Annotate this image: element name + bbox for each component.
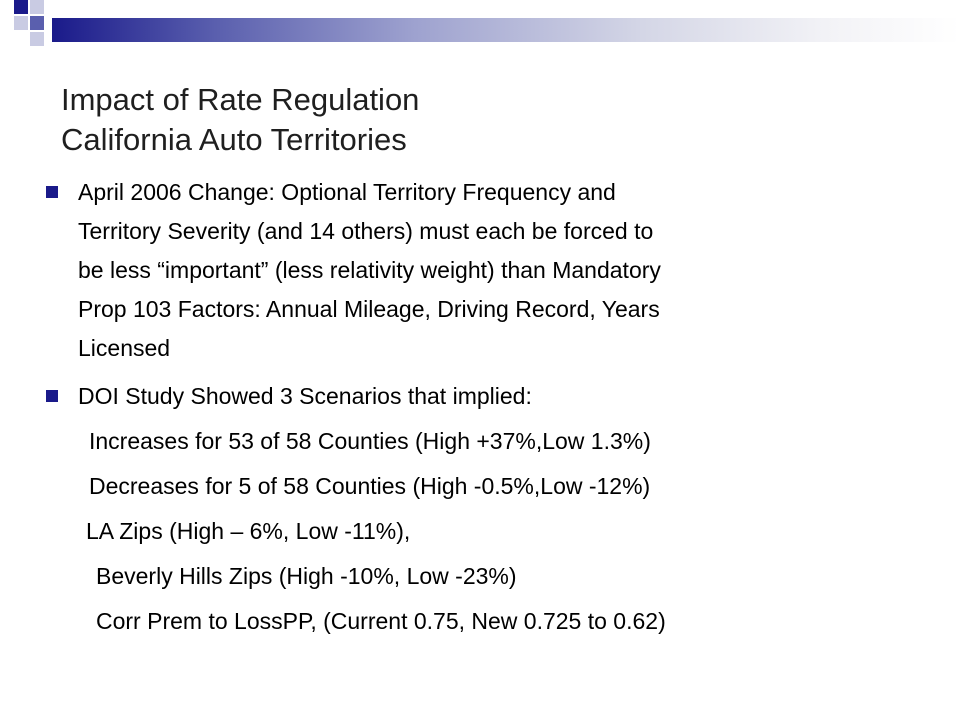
- sub-line: Corr Prem to LossPP, (Current 0.75, New 0.725 to 0.62): [96, 608, 666, 634]
- header-decoration: [0, 0, 960, 60]
- sub-line: LA Zips (High – 6%, Low -11%),: [86, 518, 411, 544]
- decor-square-navy: [14, 0, 28, 14]
- decor-square-blue: [30, 16, 44, 30]
- sub-line: Beverly Hills Zips (High -10%, Low -23%): [96, 563, 517, 589]
- header-gradient-bar: [52, 18, 960, 42]
- decor-square-lavender: [14, 16, 28, 30]
- bullet-square-icon: [46, 390, 58, 402]
- decor-square-lavender: [30, 32, 44, 46]
- bullet-square-icon: [46, 186, 58, 198]
- sub-line: Increases for 53 of 58 Counties (High +37%,Low 1.3%): [89, 428, 651, 454]
- title-line-2: California Auto Territories: [61, 122, 407, 157]
- decor-square-lavender: [30, 0, 44, 14]
- sub-line: Decreases for 5 of 58 Counties (High -0.5%,Low -12%): [89, 473, 651, 499]
- slide-title: [61, 80, 419, 160]
- bullet-line: Territory Severity (and 14 others) must each be forced to: [78, 218, 654, 244]
- bullet-line: DOI Study Showed 3 Scenarios that implied:: [78, 383, 532, 409]
- bullet-line: be less “important” (less relativity weight) than Mandatory: [78, 257, 661, 283]
- bullet-line: Licensed: [78, 335, 171, 361]
- bullet-line: Prop 103 Factors: Annual Mileage, Driving Record, Years: [78, 296, 660, 322]
- title-line-1: Impact of Rate Regulation: [61, 82, 420, 117]
- bullet-line: April 2006 Change: Optional Territory Frequency and: [78, 179, 616, 205]
